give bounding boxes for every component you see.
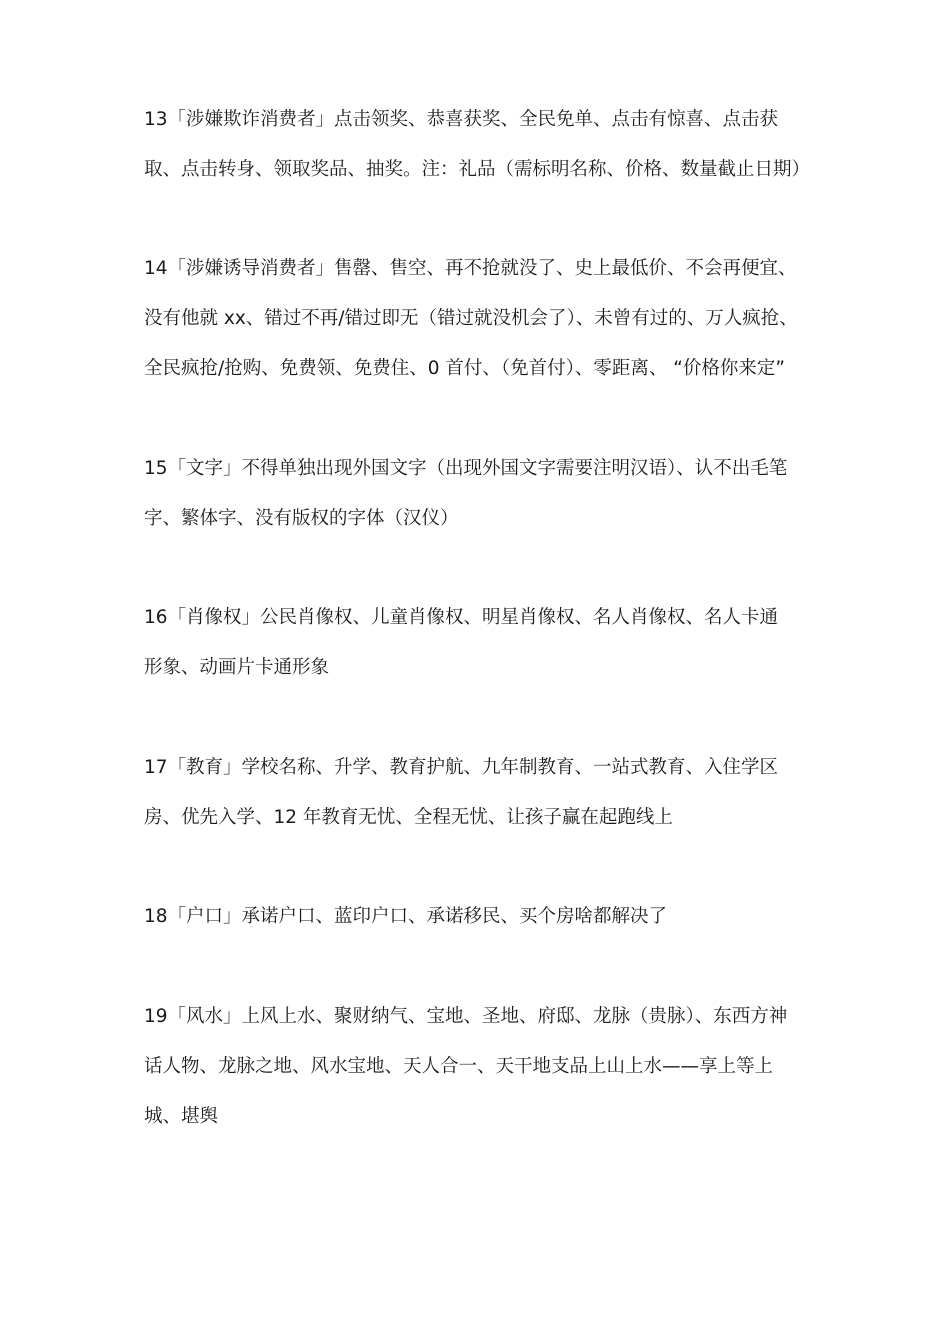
- item-19-line-1: 19「风水」上风上水、聚财纳气、宝地、圣地、府邸、龙脉（贵脉）、东西方神: [144, 1006, 788, 1027]
- item-13-line-1: 13「涉嫌欺诈消费者」点击领奖、恭喜获奖、全民免单、点击有惊喜、点击获: [144, 109, 779, 130]
- item-13-line-2: 取、点击转身、领取奖品、抽奖。注：礼品（需标明名称、价格、数量截止日期）: [144, 159, 811, 180]
- item-16-line-1: 16「肖像权」公民肖像权、儿童肖像权、明星肖像权、名人肖像权、名人卡通: [144, 607, 779, 628]
- item-14-line-2: 没有他就 xx、错过不再/错过即无（错过就没机会了）、未曾有过的、万人疯抢、: [144, 308, 798, 329]
- item-17-line-2: 房、优先入学、12 年教育无忧、全程无忧、让孩子赢在起跑线上: [144, 807, 673, 828]
- item-19-line-2: 话人物、龙脉之地、风水宝地、天人合一、天干地支品上山上水——享上等上: [144, 1056, 774, 1077]
- item-18-line-1: 18「户口」承诺户口、蓝印户口、承诺移民、买个房啥都解决了: [144, 906, 668, 927]
- item-15-line-2: 字、繁体字、没有版权的字体（汉仪）: [144, 508, 459, 529]
- item-16-line-2: 形象、动画片卡通形象: [144, 657, 330, 678]
- item-15-line-1: 15「文字」不得单独出现外国文字（出现外国文字需要注明汉语）、认不出毛笔: [144, 458, 788, 479]
- item-14-line-3: 全民疯抢/抢购、免费领、免费住、0 首付、（免首付）、零距离、 “价格你来定”: [144, 358, 785, 379]
- item-14-line-1: 14「涉嫌诱导消费者」售罄、售空、再不抢就没了、史上最低价、不会再便宜、: [144, 258, 797, 279]
- item-17-line-1: 17「教育」学校名称、升学、教育护航、九年制教育、一站式教育、入住学区: [144, 757, 779, 778]
- item-19-line-3: 城、堪舆: [144, 1106, 219, 1127]
